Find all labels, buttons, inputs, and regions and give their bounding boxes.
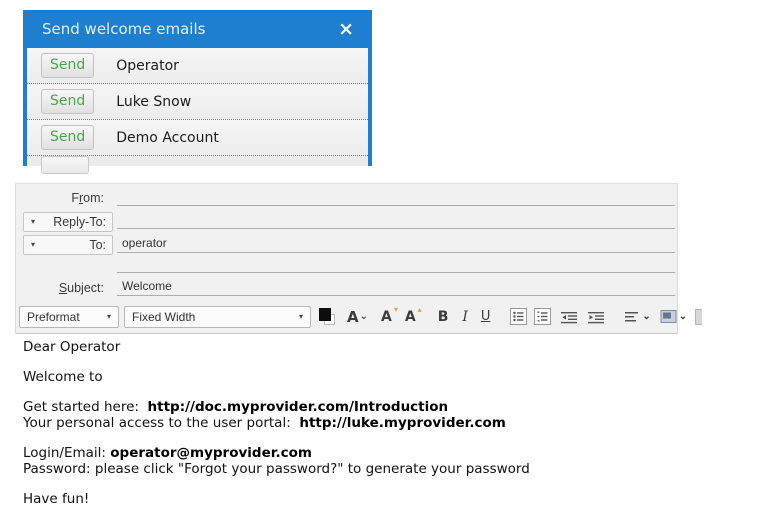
body-line-welcome: Welcome to [23, 369, 103, 385]
compose-header-fields [15, 183, 678, 300]
send-button-operator[interactable]: Send [41, 53, 94, 78]
send-button-partial[interactable] [41, 156, 89, 174]
body-line-password: Password: please click "Forgot your password?" to generate your password [23, 461, 530, 477]
from-input[interactable] [117, 191, 675, 206]
extra-address-input[interactable] [117, 258, 675, 273]
recipient-name: Luke Snow [116, 93, 192, 110]
recipient-row-luke-snow [27, 84, 368, 120]
text-align-menu-icon[interactable] [624, 311, 650, 323]
dialog-title: Send welcome emails [42, 20, 206, 38]
login-email: operator@myprovider.com [110, 445, 312, 461]
chevron-down-icon: ⌄ [678, 311, 688, 322]
send-button-demo-account[interactable]: Send [41, 125, 94, 150]
compose-window [15, 183, 688, 512]
numbered-list-icon[interactable] [534, 308, 551, 325]
chevron-down-icon: ⌄ [642, 311, 651, 322]
recipient-row-operator [27, 48, 368, 84]
body-line-get-started: Get started here: http://doc.myprovider.com/Introduction [23, 399, 449, 415]
dropdown-arrow-icon: ▾ [106, 312, 111, 321]
reply-to-type-dropdown[interactable] [23, 212, 113, 232]
subject-input[interactable]: Welcome [117, 279, 675, 296]
decrease-font-size-icon[interactable]: A ▾ [381, 304, 398, 325]
formatting-toolbar [15, 300, 688, 334]
send-welcome-emails-dialog [23, 10, 372, 166]
reply-to-label: Reply-To: [53, 214, 106, 229]
dialog-header [27, 10, 368, 48]
subject-label: Subject: [58, 280, 104, 295]
recipient-row-demo-account [27, 120, 368, 156]
font-select[interactable]: Fixed Width ▾ [124, 306, 311, 328]
bold-icon[interactable]: B [437, 308, 449, 325]
dropdown-arrow-icon: ▾ [298, 312, 303, 321]
from-label: From: [71, 191, 104, 205]
dropdown-arrow-icon: ▾ [31, 240, 36, 249]
to-row [16, 233, 677, 256]
clipped-toolbar-icon [695, 309, 702, 325]
indent-icon[interactable] [587, 310, 605, 324]
to-input[interactable]: operator [117, 236, 675, 253]
empty-address-row [16, 256, 677, 275]
doc-link: http://doc.myprovider.com/Introduction [147, 399, 449, 415]
underline-icon[interactable]: U [480, 309, 491, 324]
recipient-name: Demo Account [116, 129, 219, 146]
body-line-closing: Have fun! [23, 491, 90, 507]
insert-image-menu-icon[interactable] [660, 309, 687, 324]
outdent-icon[interactable] [560, 310, 578, 324]
body-line-greeting: Dear Operator [23, 339, 121, 355]
portal-link: http://luke.myprovider.com [299, 415, 506, 431]
dropdown-arrow-icon: ▾ [31, 217, 36, 226]
body-line-portal: Your personal access to the user portal: http://luke.myprovider.com [23, 415, 506, 431]
reply-to-row [16, 210, 677, 233]
recipient-name: Operator [116, 57, 179, 74]
close-icon[interactable]: × [338, 17, 354, 40]
from-row [16, 184, 677, 210]
body-line-login: Login/Email: operator@myprovider.com [23, 445, 312, 461]
subject-row [16, 275, 677, 300]
to-type-dropdown[interactable] [23, 235, 113, 255]
text-color-picker-icon[interactable] [319, 308, 337, 326]
message-body-editor[interactable] [15, 334, 678, 507]
increase-font-size-icon[interactable]: A ▴ [404, 304, 422, 325]
to-label: To: [89, 237, 106, 252]
font-size-menu-icon[interactable]: A ⌄ [347, 307, 368, 326]
reply-to-input[interactable] [117, 214, 675, 229]
italic-icon[interactable]: I [462, 308, 468, 325]
paragraph-format-select[interactable]: Preformat ▾ [19, 306, 119, 328]
recipient-row-partial [27, 156, 368, 166]
send-button-luke-snow[interactable]: Send [41, 89, 94, 114]
bullet-list-icon[interactable] [510, 308, 527, 325]
